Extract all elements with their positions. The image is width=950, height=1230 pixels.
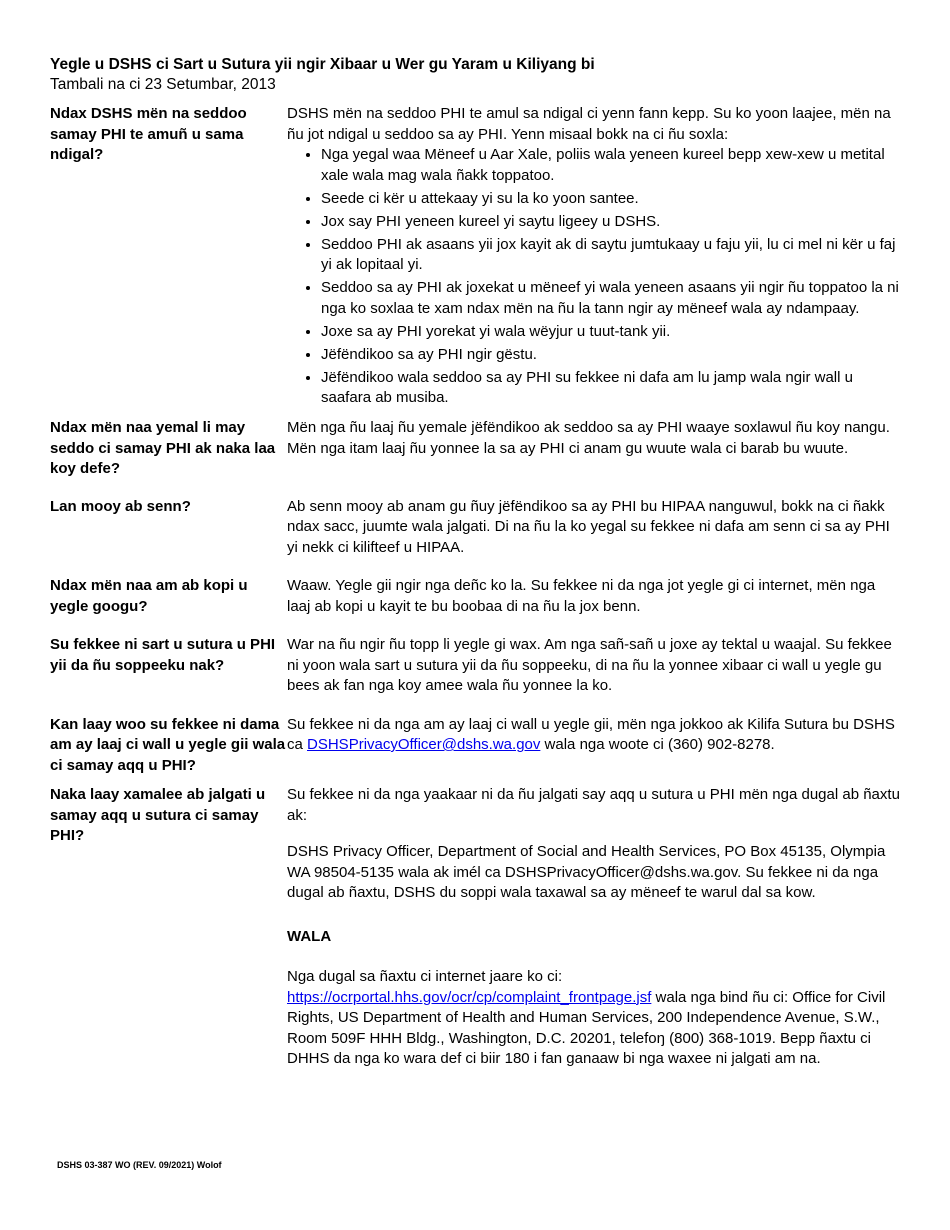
effective-date: Tambali na ci 23 Setumbar, 2013 (50, 76, 276, 93)
ocr-portal-link[interactable]: https://ocrportal.hhs.gov/ocr/cp/complaint_frontpage.jsf (287, 988, 652, 1006)
complaint-online (287, 967, 900, 1070)
complaint-address: DSHS Privacy Officer, Department of Social and Health Services, PO Box 45135, Olympia WA 98504-5135 wala ak imél ca DSHSPrivacyOfficer@dshs.wa.gov. Su fekkee ni da nga dugal ab ñaxtu, DSHS du soppi wala taxawal sa ay mëneef te warul dal sa kow. (287, 843, 886, 901)
document-title: Yegle u DSHS ci Sart u Sutura yii ngir Xibaar u Wer gu Yaram u Kiliyang bi (50, 56, 595, 73)
answer-copy: Waaw. Yegle gii ngir nga deñc ko la. Su fekkee ni da nga jot yegle gi ci internet, mën nga laaj ab kopi u kayit te bu boobaa di na ñu la jox benn. (287, 577, 876, 615)
list-item: • Jëfëndikoo sa ay PHI ngir gëstu. (321, 345, 900, 366)
privacy-officer-email-link[interactable]: DSHSPrivacyOfficer@dshs.wa.gov (307, 736, 541, 753)
document-page (50, 55, 900, 1070)
question-complaint: Naka laay xamalee ab jalgati u samay aqq u sutura ci samay PHI? (50, 786, 266, 844)
section-contact (50, 715, 900, 777)
answer-share-phi (287, 104, 900, 411)
answer-breach: Ab senn mooy ab anam gu ñuy jëfëndikoo sa ay PHI bu HIPAA nanguwul, bokk na ci ñakk ndax sacc, juumte wala jalgati. Di na ñu la ko yegal su fekkee ni dafa am senn ci sa ay PHI yi nekk ci kilifteef u HIPAA. (287, 497, 890, 556)
list-item: • Seddoo PHI ak asaans yii jox kayit ak di saytu jumtukaay u faju yii, lu ci mel ni kër u faj yi ak lopitaal yi. (321, 235, 900, 276)
section-limit-sharing (50, 418, 900, 480)
complaint-online-intro: Nga dugal sa ñaxtu ci internet jaare ko ci: (287, 968, 563, 985)
form-number-footer: DSHS 03-387 WO (REV. 09/2021) Wolof (57, 1160, 222, 1170)
section-breach (50, 497, 900, 559)
list-item: • Seddoo sa ay PHI ak joxekat u mëneef yi wala yeneen asaans yii ngir ñu toppatoo la ni nga ko soxlaa te xam ndax mën na ñu la tann ngir ay mëneef wala ay ndampaay. (321, 278, 900, 319)
section-share-phi (50, 104, 900, 411)
complaint-intro: Su fekkee ni da nga yaakaar ni da ñu jalgati say aqq u sutura u PHI mën nga dugal ab ñaxtu ak: (287, 786, 900, 824)
answer-complaint (287, 785, 900, 1070)
section-rules-change (50, 635, 900, 697)
answer-limit-sharing: Mën nga ñu laaj ñu yemale jëfëndikoo ak seddoo sa ay PHI waaye soxlawul ñu koy nangu. Mën nga itam laaj ñu yonnee la sa ay PHI ci anam gu wuute wala ci barab bu wuute. (287, 419, 890, 457)
answer-contact-phone: wala nga woote ci (360) 902-8278. (544, 736, 775, 753)
list-item: • Seede ci kër u attekaay yi su la ko yoon santee. (321, 189, 900, 210)
complaint-or-label: WALA (287, 927, 332, 945)
question-share-phi: Ndax DSHS mën na seddoo samay PHI te amuñ u sama ndigal? (50, 105, 247, 163)
question-rules-change: Su fekkee ni sart u sutura u PHI yii da ñu soppeeku nak? (50, 636, 276, 674)
list-item: • Jëfëndikoo wala seddoo sa ay PHI su fekkee ni dafa am lu jamp wala ngir wall u saafara ab musiba. (321, 368, 900, 409)
question-limit-sharing: Ndax mën naa yemal li may seddo ci samay PHI ak naka laa koy defe? (50, 419, 276, 477)
list-item: • Nga yegal waa Mëneef u Aar Xale, poliis wala yeneen kureel bepp xew-xew u metital xale wala mag wala ñakk toppatoo. (321, 145, 900, 186)
answer-contact-text: Su fekkee ni da nga am ay laaj ci wall u yegle gii, mën nga jokkoo ak Kilifa Sutura bu DSHS ca (287, 715, 895, 753)
section-complaint (50, 785, 900, 1070)
section-copy (50, 576, 900, 617)
list-item: • Jox say PHI yeneen kureel yi saytu ligeey u DSHS. (321, 212, 900, 233)
question-copy: Ndax mën naa am ab kopi u yegle googu? (50, 577, 248, 615)
answer-contact (287, 715, 900, 777)
list-item: • Joxe sa ay PHI yorekat yi wala wëyjur u tuut-tank yii. (321, 322, 900, 343)
complaint-online-details: wala nga bind ñu ci: Office for Civil Rights, US Department of Health and Human Services, 200 Independence Avenue, S.W., Room 509F HHH Bldg., Washington, D.C. 20201, telefoŋ (800) 368-1019. Bepp ñaxtu ci DHHS da nga ko wara def ci biir 180 i fan ganaaw bi nga waxee ni jalgati am na. (287, 988, 886, 1067)
answer-intro: DSHS mën na seddoo PHI te amul sa ndigal ci yenn fann kepp. Su ko yoon laajee, mën na ñu jot ndigal u seddoo sa ay PHI. Yenn misaal bokk na ci ñu soxla: (287, 105, 891, 143)
answer-rules-change: War na ñu ngir ñu topp li yegle gi wax. Am nga sañ-sañ u joxe ay tektal u waajal. Su fekkee ni yoon wala sart u sutura yii da ñu soppeeku, di na ñu la yonnee xibaar ci wall u yegle gu bees ak fan nga koy amee wala ñu yonnee la ko. (287, 636, 892, 694)
question-breach: Lan mooy ab senn? (50, 497, 191, 515)
question-contact: Kan laay woo su fekkee ni dama am ay laaj ci wall u yegle gii wala ci samay aqq u PHI? (50, 715, 286, 774)
examples-list (287, 145, 900, 409)
